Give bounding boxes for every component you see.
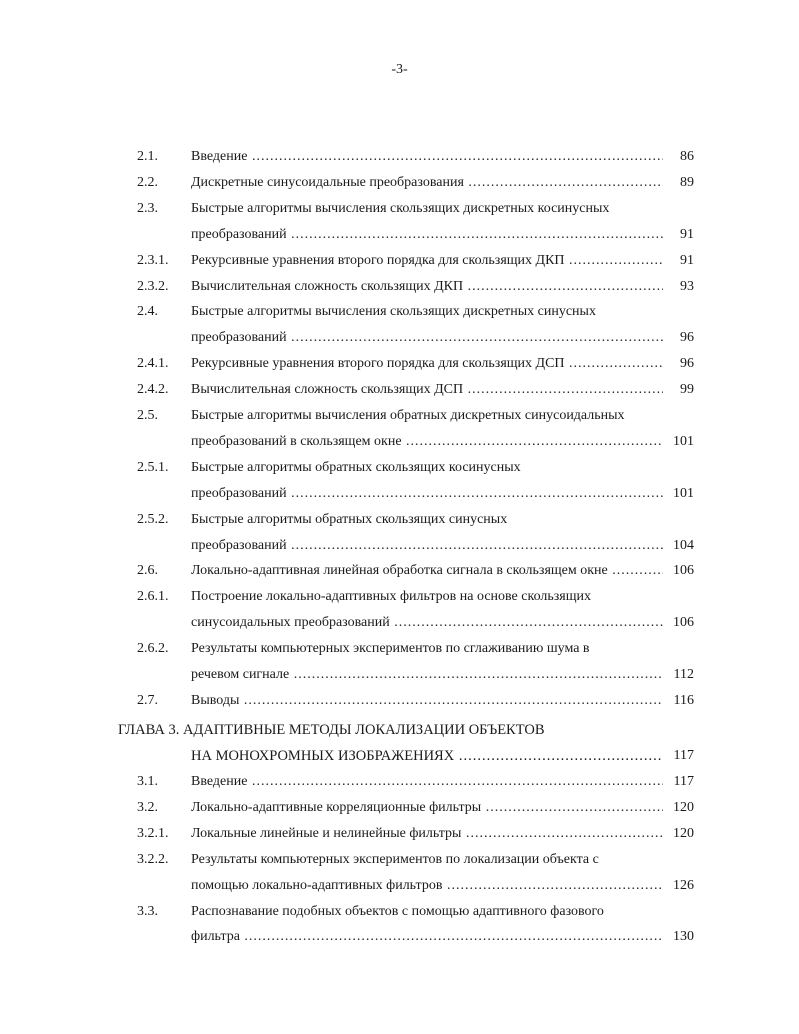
chapter-heading-continued: НА МОНОХРОМНЫХ ИЗОБРАЖЕНИЯХ ..... <box>191 746 663 766</box>
page-ref: 101 <box>673 433 694 449</box>
page-ref: 86 <box>680 149 694 164</box>
section-number: 2.5.2. <box>137 511 169 527</box>
section-title: Введение ..... <box>191 147 663 167</box>
toc-line <box>0 665 799 685</box>
section-number: 3.3. <box>137 903 158 919</box>
toc-line <box>0 510 799 530</box>
section-title: Локальные линейные и нелинейные фильтры ..... <box>191 824 663 844</box>
page-ref: 91 <box>680 226 694 242</box>
section-title: Вычислительная сложность скользящих ДСП ..... <box>191 380 663 400</box>
section-title: Локально-адаптивная линейная обработка сигнала в скользящем окне ..... <box>191 561 663 581</box>
toc-line <box>0 746 799 766</box>
section-title: Рекурсивные уравнения второго порядка для скользящих ДСП ..... <box>191 354 663 374</box>
section-number: 3.2.1. <box>137 825 169 841</box>
section-number: 2.6.2. <box>137 641 169 657</box>
section-title: Результаты компьютерных экспериментов по локализации объекта с <box>191 851 599 867</box>
section-title: Распознавание подобных объектов с помощью адаптивного фазового <box>191 903 604 919</box>
section-number: 2.3.1. <box>137 252 169 268</box>
section-title: фильтра ..... <box>191 927 663 947</box>
toc-line <box>0 902 799 922</box>
section-title: преобразований ..... <box>191 328 663 348</box>
section-title: Выводы ..... <box>191 691 663 711</box>
section-number: 2.7. <box>137 692 158 708</box>
section-number: 2.6.1. <box>137 589 169 605</box>
toc-line <box>0 927 799 947</box>
section-title: преобразований ..... <box>191 484 663 504</box>
toc-line <box>0 458 799 478</box>
page-ref: 99 <box>680 382 694 398</box>
section-title: синусоидальных преобразований ..... <box>191 613 663 633</box>
toc-line <box>0 173 799 193</box>
section-title: Вычислительная сложность скользящих ДКП ..... <box>191 277 663 297</box>
toc-line <box>0 824 799 844</box>
toc-line <box>0 772 799 792</box>
section-number: 2.4.2. <box>137 382 169 398</box>
toc-line <box>0 302 799 322</box>
toc-line <box>0 613 799 633</box>
section-title: Результаты компьютерных экспериментов по сглаживанию шума в <box>191 641 590 657</box>
section-number: 2.5. <box>137 408 158 423</box>
section-title: Быстрые алгоритмы обратных скользящих косинусных <box>191 459 521 475</box>
page-ref: 117 <box>673 748 694 763</box>
toc-line <box>0 876 799 896</box>
page-ref: 126 <box>673 877 694 893</box>
section-title: Введение ..... <box>191 772 663 792</box>
section-number: 2.3. <box>137 200 158 216</box>
toc-line <box>0 380 799 400</box>
section-title: Построение локально-адаптивных фильтров на основе скользящих <box>191 589 591 605</box>
toc-line <box>0 199 799 219</box>
section-title: Быстрые алгоритмы вычисления скользящих дискретных косинусных <box>191 200 610 216</box>
page-ref: 120 <box>673 825 694 841</box>
chapter-heading: ГЛАВА 3. АДАПТИВНЫЕ МЕТОДЫ ЛОКАЛИЗАЦИИ ОБЪЕКТОВ <box>118 722 545 738</box>
section-title: Дискретные синусоидальные преобразования ..... <box>191 173 663 193</box>
toc-line <box>0 328 799 348</box>
section-title: преобразований ..... <box>191 225 663 245</box>
page-ref: 96 <box>680 356 694 372</box>
section-number: 2.5.1. <box>137 459 169 475</box>
toc-line <box>0 798 799 818</box>
page-ref: 89 <box>680 174 694 190</box>
section-number: 2.4. <box>137 304 158 320</box>
toc-line <box>0 354 799 374</box>
section-number: 3.2. <box>137 799 158 815</box>
page-ref: 91 <box>680 252 694 268</box>
toc-line <box>0 147 799 167</box>
page-ref: 106 <box>673 563 694 579</box>
page-ref: 116 <box>673 692 694 708</box>
toc-line <box>0 639 799 659</box>
page-ref: 104 <box>673 537 694 553</box>
page-number: -3- <box>391 62 408 77</box>
section-number: 2.4.1. <box>137 356 169 372</box>
section-number: 3.1. <box>137 774 158 789</box>
section-number: 2.1. <box>137 149 158 164</box>
section-number: 2.3.2. <box>137 278 169 294</box>
page-ref: 120 <box>673 799 694 815</box>
page-ref: 93 <box>680 278 694 294</box>
toc-line <box>0 277 799 297</box>
section-title: помощью локально-адаптивных фильтров ..... <box>191 876 663 896</box>
toc-line <box>0 850 799 870</box>
page-ref: 101 <box>673 485 694 501</box>
toc-line <box>0 225 799 245</box>
section-number: 2.2. <box>137 174 158 190</box>
section-title: речевом сигнале ..... <box>191 665 663 685</box>
section-title: Быстрые алгоритмы обратных скользящих синусных <box>191 511 508 527</box>
toc-line <box>0 561 799 581</box>
toc-line <box>0 251 799 271</box>
toc-line <box>0 432 799 452</box>
section-title: Рекурсивные уравнения второго порядка для скользящих ДКП ..... <box>191 251 663 271</box>
page-ref: 130 <box>673 929 694 945</box>
toc-line <box>0 587 799 607</box>
section-title: преобразований ..... <box>191 536 663 556</box>
toc-line <box>0 691 799 711</box>
section-title: Быстрые алгоритмы вычисления обратных дискретных синусоидальных <box>191 408 625 423</box>
page-ref: 117 <box>673 774 694 789</box>
section-title: преобразований в скользящем окне ..... <box>191 432 663 452</box>
section-number: 2.6. <box>137 563 158 579</box>
page-ref: 112 <box>673 667 694 682</box>
section-title: Локально-адаптивные корреляционные фильтры ..... <box>191 798 663 818</box>
toc-line <box>0 536 799 556</box>
section-number: 3.2.2. <box>137 851 169 867</box>
page-ref: 106 <box>673 615 694 631</box>
page-ref: 96 <box>680 330 694 346</box>
section-title: Быстрые алгоритмы вычисления скользящих дискретных синусных <box>191 304 596 320</box>
toc-line <box>0 406 799 426</box>
toc-line <box>0 484 799 504</box>
